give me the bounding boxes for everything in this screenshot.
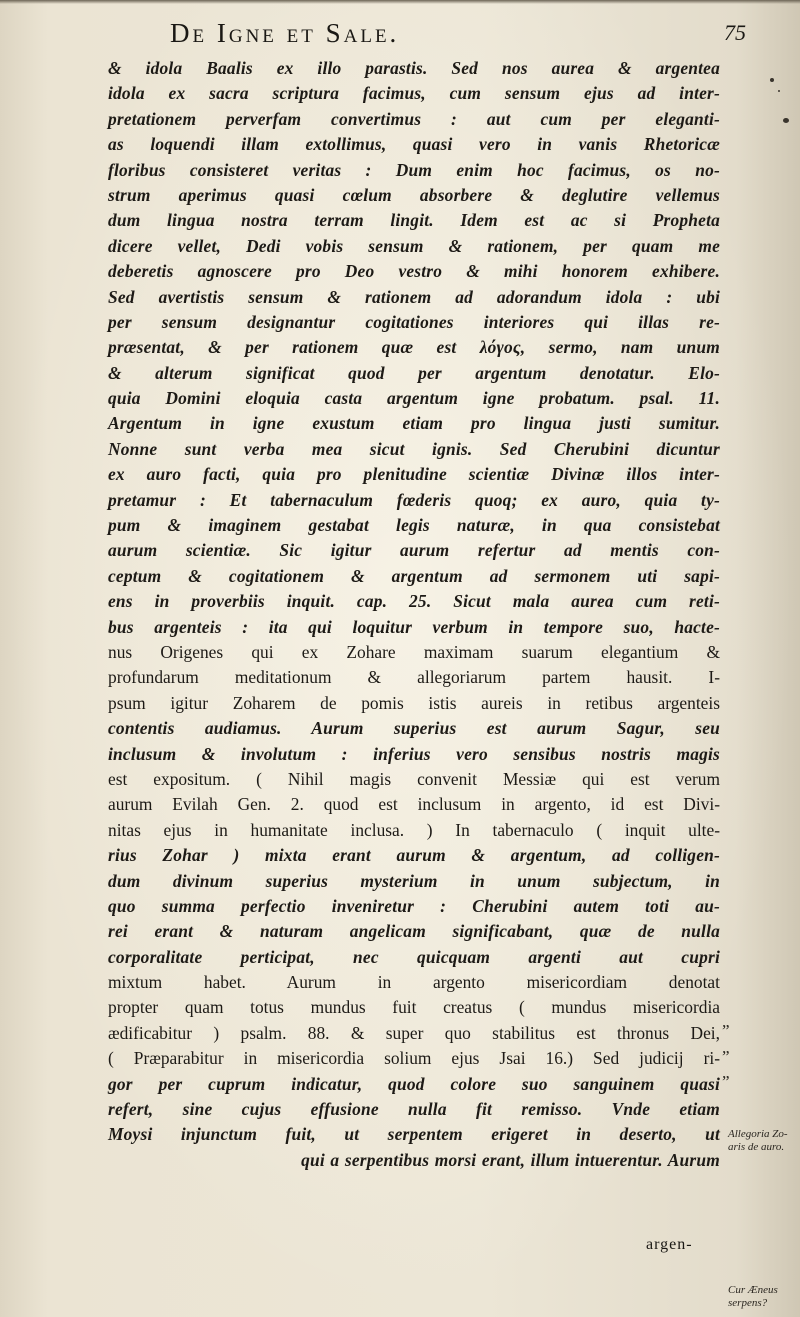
- text-line: qui a serpentibus morsi erant, illum intuerentur. Aurum: [301, 1149, 720, 1170]
- top-edge-shadow: [0, 0, 800, 4]
- text-line: corporalitate perticipat, nec quicquam argenti aut cupri: [108, 946, 720, 967]
- text-line: quo summa perfectio inveniretur : Cherubini autem toti au-: [108, 895, 720, 916]
- text-line: nus Origenes qui ex Zohare maximam suarum elegantium &: [108, 641, 720, 662]
- catchword: argen-: [646, 1236, 693, 1253]
- margin-note-allegoria: Allegoria Zo- aris de auro.: [728, 1128, 788, 1153]
- text-line: psum igitur Zoharem de pomis istis aureis in retibus argenteis: [108, 692, 720, 713]
- text-line: refert, sine cujus effusione nulla fit remisso. Vnde etiam: [108, 1099, 720, 1120]
- text-line: præsentat, & per rationem quæ est λόγος, sermo, nam unum: [108, 337, 720, 358]
- text-line: inclusum & involutum : inferius vero sensibus nostris magis: [108, 743, 720, 764]
- text-line: ( Præparabitur in misericordia solium ejus Jsai 16.) Sed judicij ri-: [108, 1048, 720, 1069]
- text-line: bus argenteis : ita qui loquitur verbum in tempore suo, hacte-: [108, 616, 720, 637]
- text-line: strum aperimus quasi cœlum absorbere & deglutire vellemus: [108, 184, 720, 205]
- text-line: rius Zohar ) mixta erant aurum & argentum, ad colligen-: [108, 845, 720, 866]
- text-line: deberetis agnoscere pro Deo vestro & mihi honorem exhibere.: [108, 261, 720, 282]
- body-text: [108, 56, 720, 1173]
- text-line: ceptum & cogitationem & argentum ad sermonem uti sapi-: [108, 565, 720, 586]
- text-line: contentis audiamus. Aurum superius est aurum Sagur, seu: [108, 718, 720, 739]
- text-line: ens in proverbiis inquit. cap. 25. Sicut mala aurea cum reti-: [108, 591, 720, 612]
- quote-mark: ”: [722, 1047, 730, 1066]
- text-line: & idola Baalis ex illo parastis. Sed nos aurea & argentea: [108, 58, 720, 78]
- text-line: profundarum meditationum & allegoriarum partem hausit. I-: [108, 667, 720, 688]
- quote-mark: ”: [722, 1072, 730, 1091]
- running-title: De Igne et Sale.: [170, 18, 400, 48]
- text-line: dum divinum superius mysterium in unum subjectum, in: [108, 870, 720, 891]
- text-line: as loquendi illam extollimus, quasi vero in vanis Rhetoricæ: [108, 134, 720, 155]
- ink-speck: [770, 78, 774, 82]
- text-line: quia Domini eloquia casta argentum igne probatum. psal. 11.: [108, 388, 720, 409]
- text-line: Argentum in igne exustum etiam pro lingua justi sumitur.: [108, 413, 720, 434]
- text-line: rei erant & naturam angelicam significabant, quæ de nulla: [108, 921, 720, 942]
- text-line: Moysi injunctum fuit, ut serpentem erigeret in deserto, ut: [108, 1124, 720, 1145]
- running-head: [108, 18, 756, 52]
- text-line: idola ex sacra scriptura facimus, cum sensum ejus ad inter-: [108, 83, 720, 104]
- margin-note-serpent: Cur Æneus serpens?: [728, 1284, 778, 1309]
- text-line: per sensum designantur cogitationes interiores qui illas re-: [108, 311, 720, 332]
- text-line: est expositum. ( Nihil magis convenit Messiæ qui est verum: [108, 768, 720, 789]
- text-line: pretamur : Et tabernaculum fœderis quoq; ex auro, quia ty-: [108, 489, 720, 510]
- text-line: pum & imaginem gestabat legis naturæ, in qua consistebat: [108, 515, 720, 536]
- text-line: & alterum significat quod per argentum denotatur. Elo-: [108, 362, 720, 383]
- text-line: aurum Evilah Gen. 2. quod est inclusum in argento, id est Divi-: [108, 794, 720, 815]
- text-line: nitas ejus in humanitate inclusa. ) In tabernaculo ( inquit ulte-: [108, 819, 720, 840]
- text-line: gor per cuprum indicatur, quod colore suo sanguinem quasi: [108, 1073, 720, 1094]
- ink-speck: [778, 90, 780, 92]
- text-line: pretationem perverfam convertimus : aut cum per eleganti-: [108, 108, 720, 129]
- page-number: 75: [724, 20, 746, 45]
- text-line: dicere vellet, Dedi vobis sensum & rationem, per quam me: [108, 235, 720, 256]
- text-line: mixtum habet. Aurum in argento misericordiam denotat: [108, 972, 720, 993]
- text-line: Nonne sunt verba mea sicut ignis. Sed Cherubini dicuntur: [108, 438, 720, 459]
- quote-mark: ”: [722, 1021, 730, 1040]
- text-line: ædificabitur ) psalm. 88. & super quo stabilitus est thronus Dei,: [108, 1022, 720, 1043]
- text-line: propter quam totus mundus fuit creatus ( mundus misericordia: [108, 997, 720, 1018]
- text-line: aurum scientiæ. Sic igitur aurum refertur ad mentis con-: [108, 540, 720, 561]
- text-line: floribus consisteret veritas : Dum enim hoc facimus, os no-: [108, 159, 720, 180]
- ink-speck: [783, 118, 789, 123]
- text-line: dum lingua nostra terram lingit. Idem est ac si Propheta: [108, 210, 720, 231]
- text-line: ex auro facti, quia pro plenitudine scientiæ Divinæ illos inter-: [108, 464, 720, 485]
- text-line: Sed avertistis sensum & rationem ad adorandum idola : ubi: [108, 286, 720, 307]
